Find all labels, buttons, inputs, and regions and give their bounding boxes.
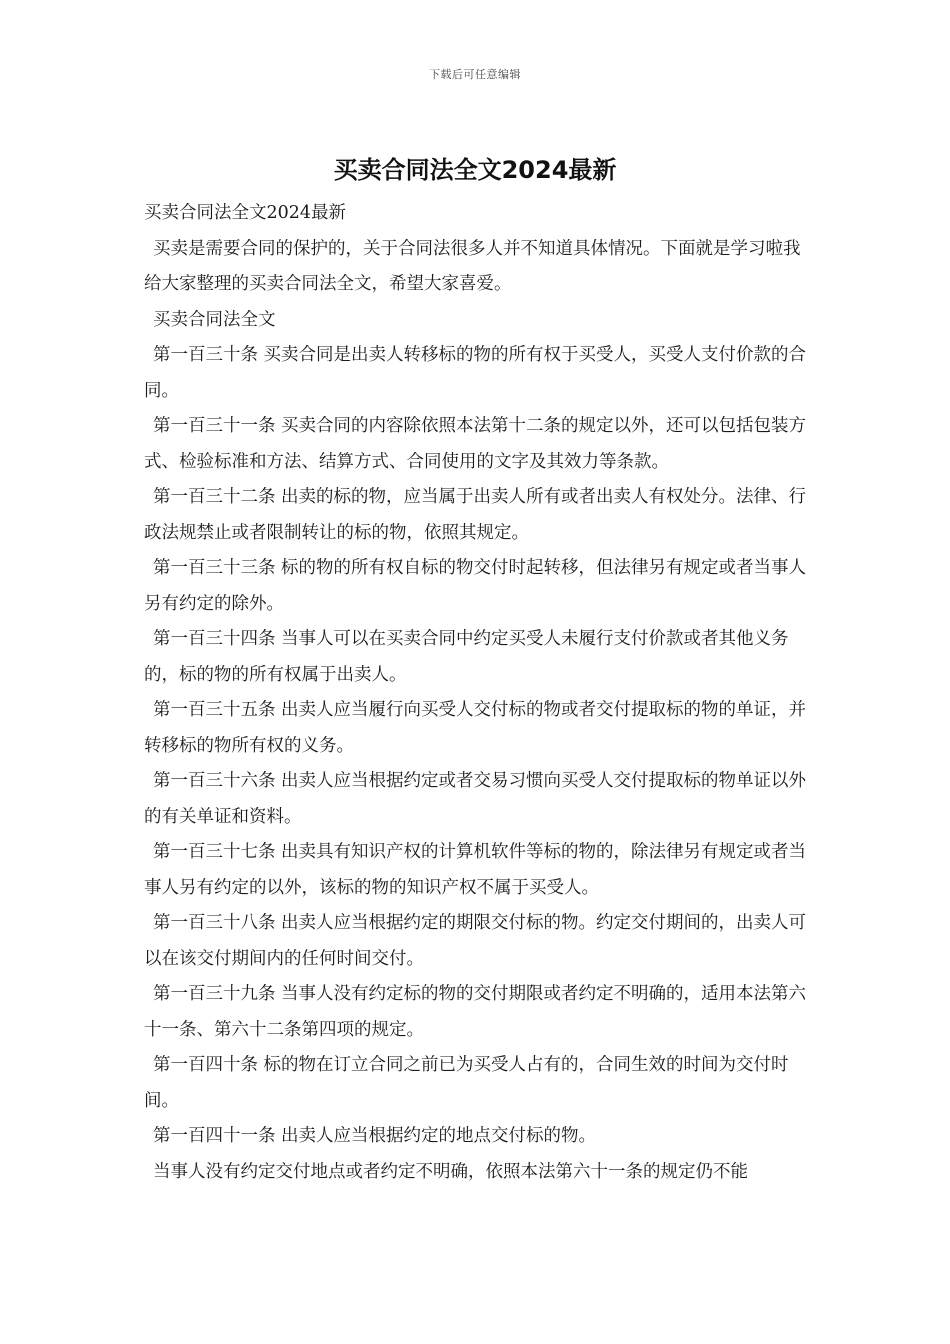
article-paragraph: 第一百三十四条 当事人可以在买卖合同中约定买受人未履行支付价款或者其他义务的，标的物的所有权属于出卖人。 xyxy=(144,629,789,685)
paragraph: 买卖合同法全文 xyxy=(153,309,276,330)
article-paragraph: 第一百三十三条 标的物的所有权自标的物交付时起转移，但法律另有规定或者当事人另有约定的除外。 xyxy=(144,558,807,614)
article-paragraph: 第一百四十条 标的物在订立合同之前已为买受人占有的，合同生效的时间为交付时间。 xyxy=(144,1055,789,1111)
article-paragraph: 第一百三十一条 买卖合同的内容除依照本法第十二条的规定以外，还可以包括包装方式、检验标准和方法、结算方式、合同使用的文字及其效力等条款。 xyxy=(144,416,807,472)
article-paragraph: 第一百三十二条 出卖的标的物，应当属于出卖人所有或者出卖人有权处分。法律、行政法规禁止或者限制转让的标的物，依照其规定。 xyxy=(144,487,807,543)
article-paragraph: 第一百三十七条 出卖具有知识产权的计算机软件等标的物的，除法律另有规定或者当事人另有约定的以外，该标的物的知识产权不属于买受人。 xyxy=(144,842,807,898)
paragraph: 买卖是需要合同的保护的，关于合同法很多人并不知道具体情况。下面就是学习啦我给大家整理的买卖合同法全文，希望大家喜爱。 xyxy=(144,238,801,294)
article-paragraph: 当事人没有约定交付地点或者约定不明确，依照本法第六十一条的规定仍不能 xyxy=(153,1161,748,1182)
article-paragraph: 第一百三十五条 出卖人应当履行向买受人交付标的物或者交付提取标的物的单证，并转移标的物所有权的义务。 xyxy=(144,700,807,756)
article-paragraph: 第一百三十六条 出卖人应当根据约定或者交易习惯向买受人交付提取标的物单证以外的有关单证和资料。 xyxy=(144,771,807,827)
document-body xyxy=(144,196,810,1190)
article-paragraph: 第一百三十八条 出卖人应当根据约定的期限交付标的物。约定交付期间的，出卖人可以在该交付期间内的任何时间交付。 xyxy=(144,913,807,969)
header-note: 下载后可任意编辑 xyxy=(429,68,521,81)
document-title: 买卖合同法全文2024最新 xyxy=(333,156,617,184)
article-paragraph: 第一百三十九条 当事人没有约定标的物的交付期限或者约定不明确的，适用本法第六十一条、第六十二条第四项的规定。 xyxy=(144,984,807,1040)
article-paragraph: 第一百三十条 买卖合同是出卖人转移标的物的所有权于买受人，买受人支付价款的合同。 xyxy=(144,345,807,401)
article-paragraph: 第一百四十一条 出卖人应当根据约定的地点交付标的物。 xyxy=(153,1126,597,1146)
paragraph: 买卖合同法全文2024最新 xyxy=(144,203,347,223)
